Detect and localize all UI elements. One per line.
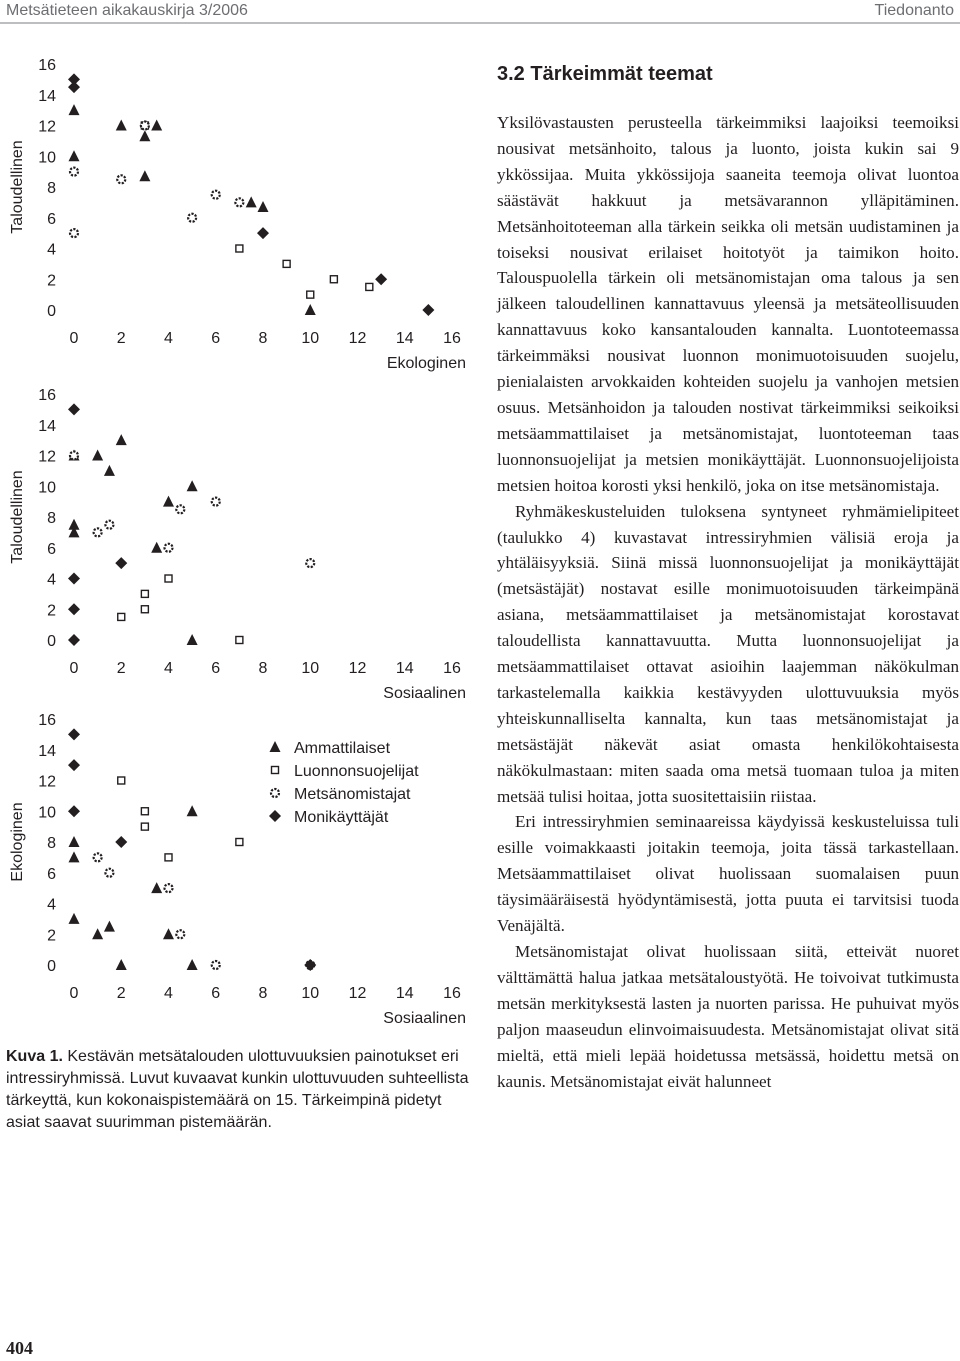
legend-marker-metsänomistajat [271, 789, 279, 797]
y-tick-label: 10 [38, 804, 56, 822]
legend-marker-ammattilaiset [270, 741, 281, 752]
data-point-ammattilaiset [151, 542, 162, 553]
data-point-ammattilaiset [104, 921, 115, 932]
x-tick-label: 10 [301, 660, 320, 677]
x-tick-label: 14 [395, 985, 414, 1002]
data-point-metsänomistajat [70, 229, 78, 237]
data-point-luonnonsuojelijat [141, 808, 148, 815]
x-tick-label: 0 [69, 985, 79, 1002]
data-point-luonnonsuojelijat [118, 777, 125, 784]
figure-caption-text: Kestävän metsätalouden ulottuvuuksien painotukset eri intressiryhmissä. Luvut kuvaavat kunkin ulottuvuuden suhteellista tärkeyttä, kun kokonaispistemäärä on 15. Tärkeimpinä pidetyt asiat saavat suurimman pistemäärän. [6, 1048, 469, 1131]
y-axis-label: Taloudellinen [9, 140, 26, 234]
x-tick-label: 4 [164, 330, 173, 347]
y-tick-label: 12 [38, 118, 56, 136]
article-paragraph-1: Yksilövastausten perusteella tärkeimmiksi laajoiksi teemoiksi nousivat metsänhoito, talous ja luonto, joista kukin sai 9 ykkössijaa. Muita ykkössijoja saaneita teemoja olivat luontoa säästävät hakkuut ja metsävarannon ylläpitäminen. Metsänhoitoteeman alla tärkein seikka oli metsän uudistaminen ja toiseksi nousivat erilaiset hoitotyöt ja taimikon hoito. Talouspuolella tärkein oli metsänomistajan oma talous ja sen jälkeen taloudellinen kannattavuus yleensä ja metsäteollisuuden kannattavuus koko kansantalouden kannalta. Luontoteemassa tärkeimmäksi nousivat luonnon monimuotoisuuden suojelu, pienialaisten arvokkaiden kohteiden suojelu ja vanhojen metsien osuus. Metsänhoidon ja talouden nostivat tärkeimmiksi seikoiksi metsäammattilaiset ja metsänomistajat, luontoteeman taas luonnonsuojelijat ja metsien monikäyttäjät. Luonnonsuojelijoista metsien hoitoa korosti yksi henkilö, joka on itse metsänomistaja. [497, 113, 959, 495]
x-tick-label: 6 [211, 985, 221, 1002]
data-point-luonnonsuojelijat [165, 575, 172, 582]
chart-legend [269, 740, 419, 826]
data-point-luonnonsuojelijat [118, 613, 125, 620]
article-column [497, 60, 959, 1094]
data-point-ammattilaiset [187, 480, 198, 491]
data-point-ammattilaiset [258, 201, 269, 212]
scatter-panel-1 [9, 57, 466, 372]
x-tick-label: 12 [348, 330, 367, 347]
data-point-monikäyttäjät [304, 959, 316, 971]
legend-label: Metsänomistajat [294, 786, 411, 803]
y-tick-label: 2 [47, 927, 56, 945]
legend-marker-monikäyttäjät [269, 810, 281, 822]
data-point-ammattilaiset [139, 170, 150, 181]
data-point-metsänomistajat [176, 930, 184, 938]
x-tick-label: 2 [116, 330, 126, 347]
data-point-ammattilaiset [151, 882, 162, 893]
data-point-metsänomistajat [176, 505, 184, 513]
y-tick-label: 6 [47, 540, 56, 558]
data-point-metsänomistajat [212, 498, 220, 506]
data-point-luonnonsuojelijat [283, 260, 290, 267]
data-point-ammattilaiset [163, 928, 174, 939]
y-tick-label: 10 [38, 479, 56, 497]
y-tick-label: 2 [47, 272, 56, 290]
legend-label: Luonnonsuojelijat [294, 763, 419, 780]
data-point-monikäyttäjät [422, 304, 434, 316]
x-tick-label: 8 [258, 985, 268, 1002]
header-rule [0, 22, 960, 24]
data-point-luonnonsuojelijat [141, 606, 148, 613]
data-point-monikäyttäjät [68, 634, 80, 646]
data-point-ammattilaiset [187, 634, 198, 645]
data-point-luonnonsuojelijat [141, 823, 148, 830]
x-tick-label: 4 [164, 985, 173, 1002]
x-tick-label: 0 [69, 660, 79, 677]
data-point-ammattilaiset [104, 465, 115, 476]
data-point-luonnonsuojelijat [330, 276, 337, 283]
data-point-ammattilaiset [69, 104, 80, 115]
data-point-metsänomistajat [94, 853, 102, 861]
figure-label: Kuva 1. [6, 1048, 63, 1065]
data-point-ammattilaiset [69, 851, 80, 862]
journal-title: Metsätieteen aikakauskirja 3/2006 [6, 2, 248, 19]
data-point-metsänomistajat [212, 191, 220, 199]
y-tick-label: 12 [38, 773, 56, 791]
data-point-metsänomistajat [188, 214, 196, 222]
y-tick-label: 4 [47, 241, 56, 259]
y-tick-label: 16 [38, 387, 56, 404]
scatter-chart-figure [0, 40, 480, 1040]
x-tick-label: 12 [348, 985, 367, 1002]
data-point-metsänomistajat [70, 168, 78, 176]
y-tick-label: 4 [47, 896, 56, 914]
x-tick-label: 6 [211, 330, 221, 347]
data-point-metsänomistajat [141, 122, 149, 130]
y-tick-label: 14 [38, 417, 56, 435]
data-point-monikäyttäjät [68, 81, 80, 93]
y-tick-label: 6 [47, 210, 56, 228]
article-paragraph-4: Metsänomistajat olivat huolissaan siitä, etteivät nuoret välttämättä halua jatkaa metsätaloustyötä. He toivoivat tutkimusta metsän merkityksestä lasten ja nuorten parissa. He puhuivat myös paljon maaseudun elinvoimaisuudesta. Metsänomistajat olivat sitä mieltä, että mieli lepää hoidetussa metsässä, hoidettu metsä on kaunis. Metsänomistajat eivät halunneet [497, 942, 959, 1091]
data-point-metsänomistajat [165, 884, 173, 892]
legend-label: Ammattilaiset [294, 740, 391, 757]
data-point-luonnonsuojelijat [236, 245, 243, 252]
section-label: Tiedonanto [874, 2, 954, 19]
x-tick-label: 0 [69, 330, 79, 347]
data-point-metsänomistajat [235, 198, 243, 206]
y-tick-label: 4 [47, 571, 56, 589]
data-point-ammattilaiset [116, 959, 127, 970]
y-axis-label: Taloudellinen [9, 470, 26, 564]
data-point-luonnonsuojelijat [307, 291, 314, 298]
y-tick-label: 16 [38, 712, 56, 729]
x-axis-label: Ekologinen [386, 355, 466, 372]
article-paragraph-2: Ryhmäkeskusteluiden tuloksena syntyneet ryhmämielipiteet (taulukko 4) kuvastavat intressiryhmien välisiä eroja ja yhtäläisyyksiä. Siinä missä luonnonsuojelijat ja monikäyttäjät (metsästäjät) nostavat esille monimuotoisuuden tärkeimpänä asiana, metsäammattilaiset ja metsänomistajat korostavat taloudellista kannattavuutta. Mutta luonnonsuojelijat ja metsäammattilaiset ottavat asioihin laajemman näkökulman tarkastelemalla kaikkia kestävyyden ulottuvuuksia myös yhteiskunnalliselta kannalta, kun taas metsänomistajat ja metsästäjät näkevät asiat omasta henkilökohtaisesta näkökulmastaan: miten saada oma metsä tuomaan tuloa ja miten metsää tulisi hoitaa, jotta suositettaisiin riistaa. [497, 501, 959, 806]
data-point-metsänomistajat [105, 869, 113, 877]
data-point-monikäyttäjät [257, 227, 269, 239]
data-point-metsänomistajat [165, 544, 173, 552]
y-tick-label: 2 [47, 602, 56, 620]
data-point-ammattilaiset [69, 519, 80, 530]
y-tick-label: 14 [38, 742, 56, 760]
x-tick-label: 16 [443, 660, 461, 677]
x-tick-label: 10 [301, 985, 320, 1002]
data-point-metsänomistajat [117, 175, 125, 183]
data-point-ammattilaiset [69, 150, 80, 161]
y-tick-label: 16 [38, 57, 56, 74]
x-tick-label: 2 [116, 985, 126, 1002]
x-tick-label: 14 [395, 660, 414, 677]
data-point-metsänomistajat [105, 521, 113, 529]
x-tick-label: 8 [258, 660, 268, 677]
x-tick-label: 16 [443, 330, 461, 347]
x-axis-label: Sosiaalinen [383, 685, 466, 702]
data-point-luonnonsuojelijat [236, 839, 243, 846]
y-tick-label: 8 [47, 180, 56, 197]
data-point-monikäyttäjät [375, 273, 387, 285]
data-point-metsänomistajat [306, 559, 314, 567]
x-tick-label: 16 [443, 985, 461, 1002]
page-header [0, 0, 960, 28]
data-point-ammattilaiset [116, 434, 127, 445]
data-point-ammattilaiset [139, 130, 150, 141]
data-point-ammattilaiset [151, 120, 162, 131]
data-point-monikäyttäjät [115, 836, 127, 848]
data-point-monikäyttäjät [68, 573, 80, 585]
y-axis-label: Ekologinen [9, 802, 26, 882]
data-point-luonnonsuojelijat [366, 283, 373, 290]
data-point-luonnonsuojelijat [165, 854, 172, 861]
x-tick-label: 10 [301, 330, 320, 347]
x-tick-label: 2 [116, 660, 126, 677]
x-tick-label: 4 [164, 660, 173, 677]
y-tick-label: 0 [47, 633, 56, 650]
data-point-monikäyttäjät [68, 759, 80, 771]
x-tick-label: 6 [211, 660, 221, 677]
data-point-luonnonsuojelijat [141, 590, 148, 597]
y-tick-label: 6 [47, 865, 56, 883]
data-point-monikäyttäjät [115, 557, 127, 569]
y-tick-label: 0 [47, 303, 56, 320]
data-point-ammattilaiset [305, 304, 316, 315]
data-point-ammattilaiset [92, 450, 103, 461]
scatter-panel-2 [9, 387, 466, 702]
data-point-ammattilaiset [69, 913, 80, 924]
section-heading: 3.2 Tärkeimmät teemat [497, 63, 713, 85]
data-point-ammattilaiset [163, 496, 174, 507]
x-tick-label: 14 [395, 330, 414, 347]
legend-marker-luonnonsuojelijat [272, 767, 279, 774]
figure-caption [6, 1046, 471, 1134]
x-tick-label: 12 [348, 660, 367, 677]
data-point-monikäyttäjät [68, 603, 80, 615]
data-point-ammattilaiset [116, 120, 127, 131]
data-point-ammattilaiset [69, 836, 80, 847]
data-point-metsänomistajat [70, 452, 78, 460]
y-tick-label: 14 [38, 87, 56, 105]
data-point-monikäyttäjät [68, 805, 80, 817]
scatter-panel-3 [9, 712, 466, 1027]
legend-label: Monikäyttäjät [294, 809, 389, 826]
data-point-luonnonsuojelijat [236, 637, 243, 644]
y-tick-label: 8 [47, 510, 56, 527]
y-tick-label: 8 [47, 835, 56, 852]
data-point-ammattilaiset [92, 928, 103, 939]
y-tick-label: 10 [38, 149, 56, 167]
page-number: 404 [6, 1338, 33, 1358]
x-axis-label: Sosiaalinen [383, 1010, 466, 1027]
data-point-monikäyttäjät [68, 403, 80, 415]
data-point-ammattilaiset [187, 805, 198, 816]
data-point-monikäyttäjät [68, 728, 80, 740]
article-paragraph-3: Eri intressiryhmien seminaareissa käydyissä keskusteluissa tuli esille voimakkaasti joitakin teemoja, joita tässä tarkastellaan. Metsäammattilaiset olivat huolissaan suomalaisen puun täysimääräisestä hyödyntämisestä, jotta puuta ei tarvitsisi tuoda Venäjältä. [497, 812, 959, 936]
data-point-ammattilaiset [246, 196, 257, 207]
y-tick-label: 0 [47, 958, 56, 975]
data-point-metsänomistajat [212, 961, 220, 969]
data-point-metsänomistajat [94, 528, 102, 536]
data-point-ammattilaiset [187, 959, 198, 970]
y-tick-label: 12 [38, 448, 56, 466]
x-tick-label: 8 [258, 330, 268, 347]
